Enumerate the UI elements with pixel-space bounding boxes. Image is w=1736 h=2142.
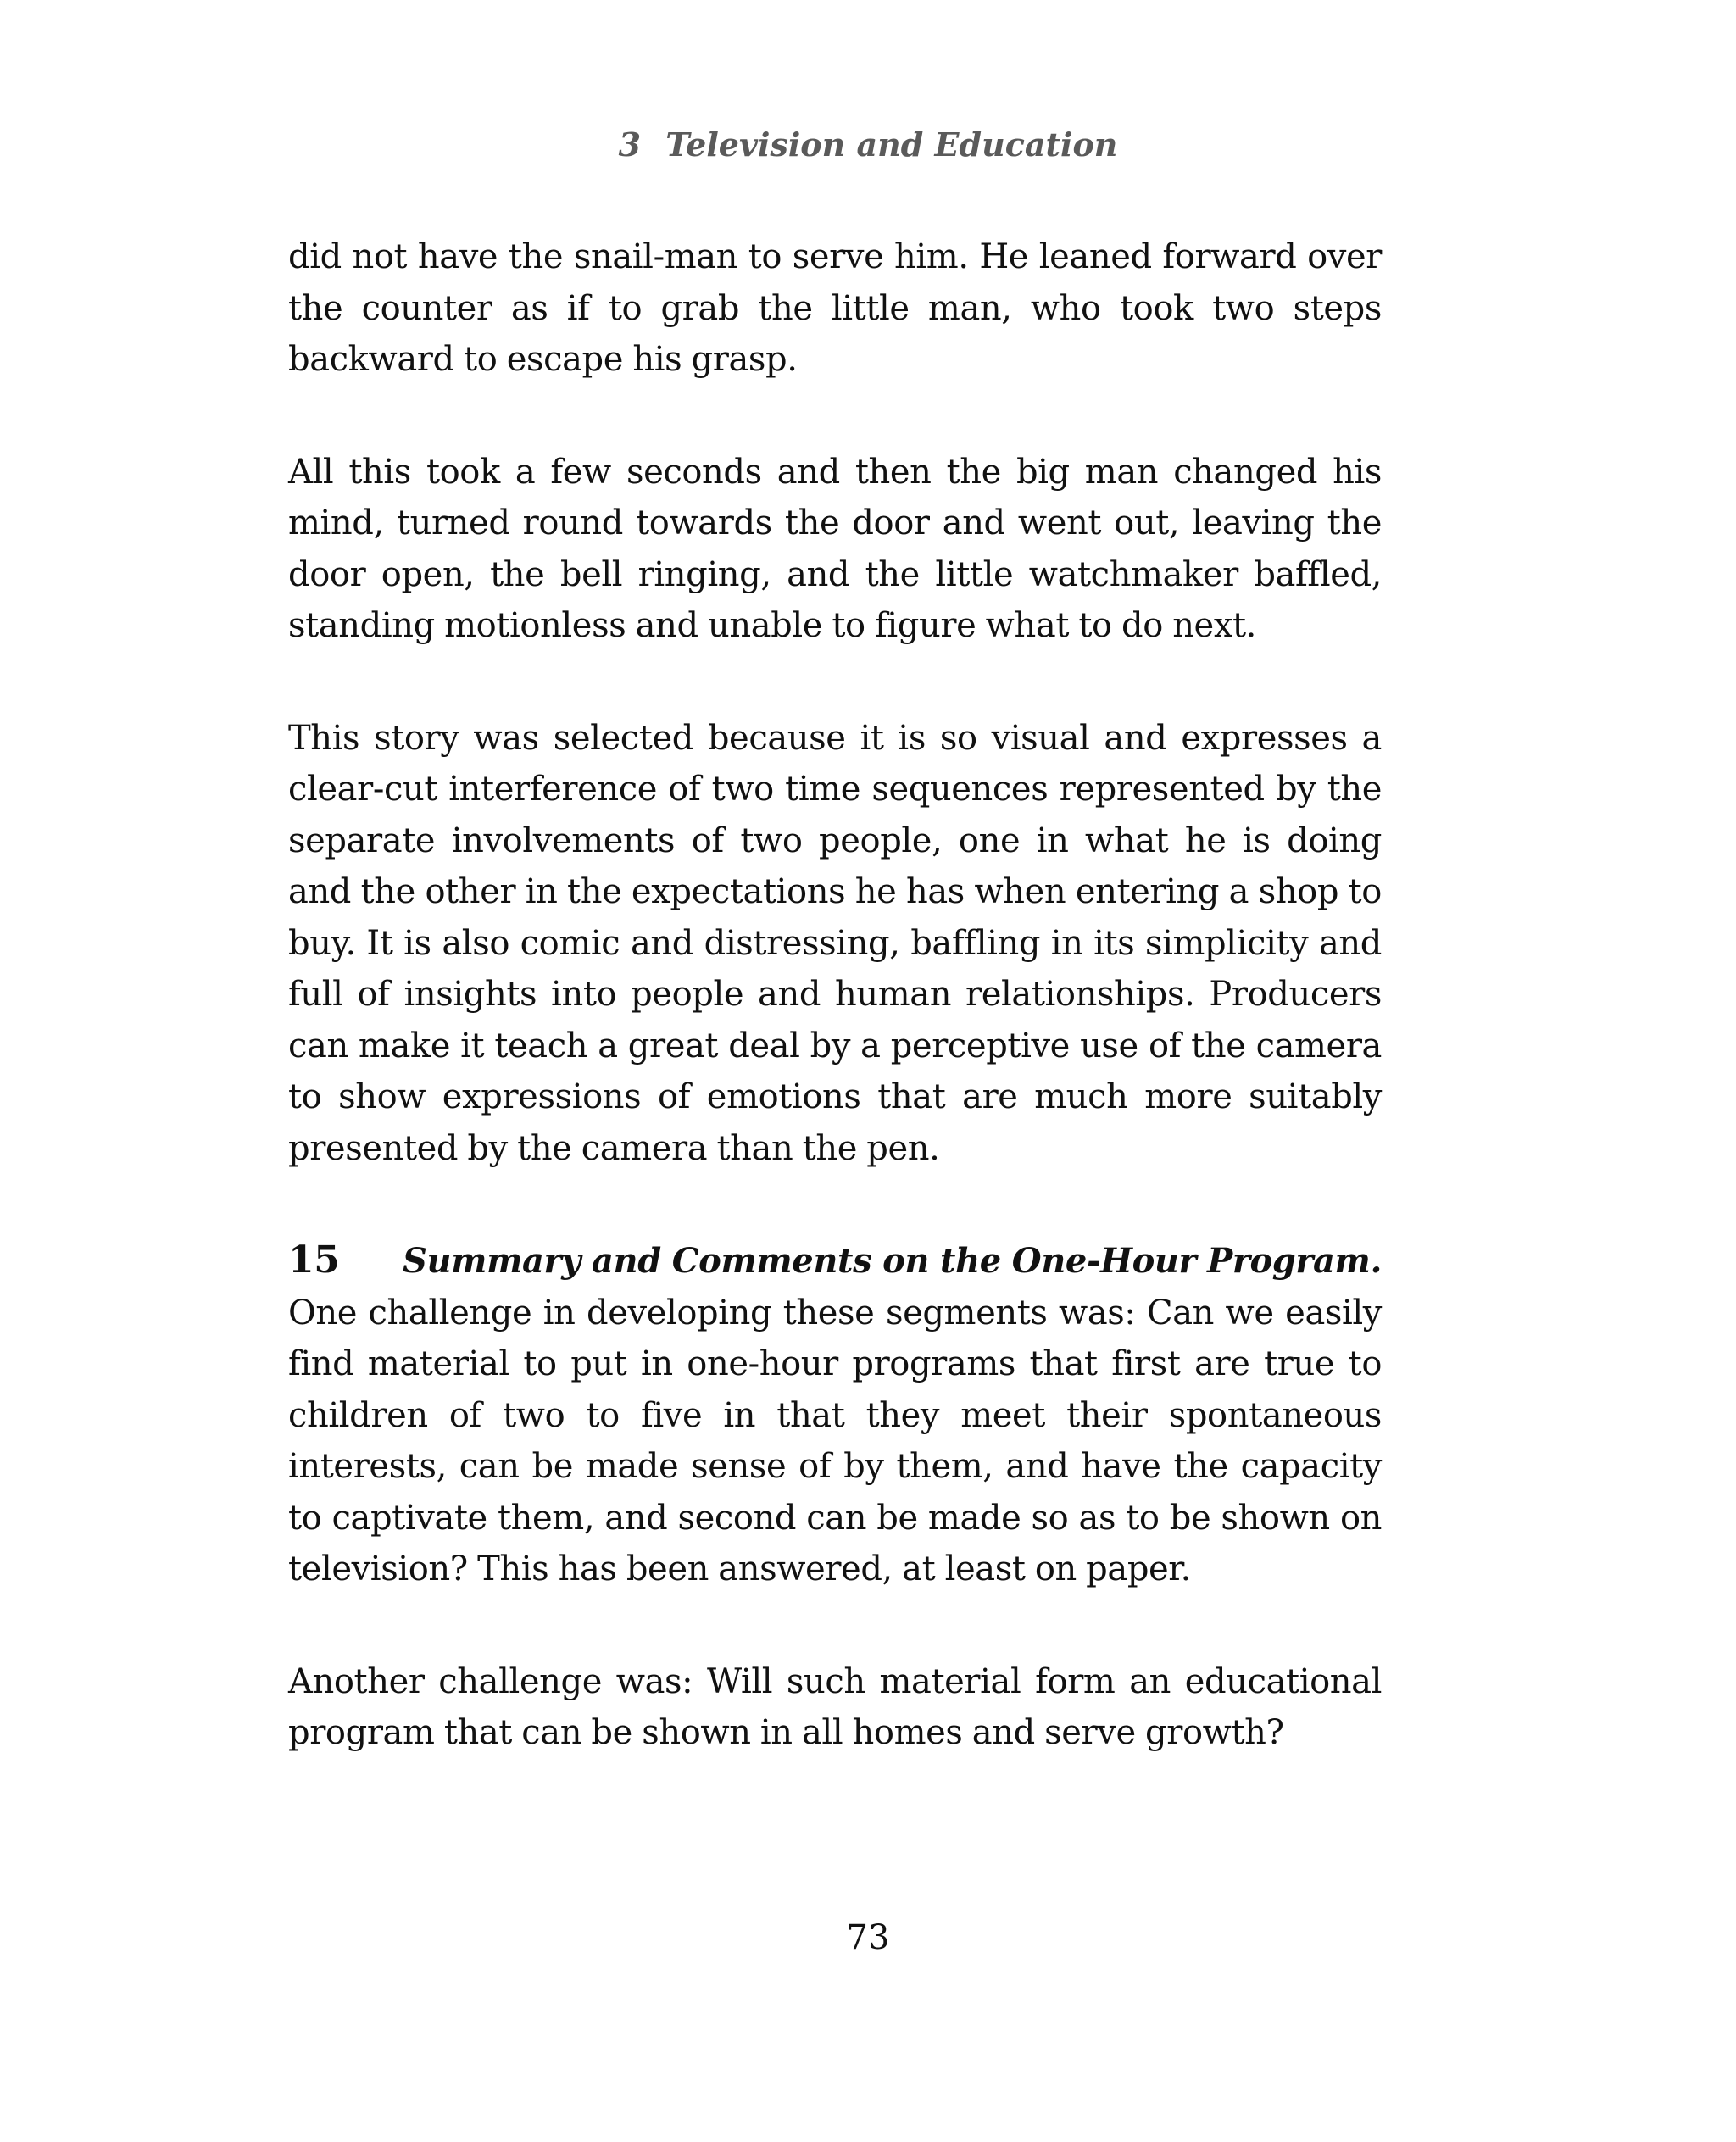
paragraph-1: did not have the snail-man to serve him. He leaned forward over the counter as if to grab the little man, who took two steps backward to escape his grasp. (288, 237, 1382, 379)
body-text (288, 231, 1382, 1820)
chapter-title: Television and Education (665, 125, 1118, 164)
running-header (0, 124, 1736, 166)
paragraph-3: This story was selected because it is so visual and expresses a clear-cut interference of two time sequences represented by the separate involvements of two people, one in what he is doing and the other in the expectations he has when entering a shop to buy. It is also comic and distressing, baffling in its simplicity and full of insights into people and human relationships. Producers can make it teach a great deal by a perceptive use of the camera to show expressions of emotions that are much more suitably presented by the camera than the pen. (288, 718, 1382, 1168)
section-paragraph (288, 1235, 1382, 1595)
section-body: One challenge in developing these segments was: Can we easily find material to put in one-hour programs that first are true to children of two to five in that they meet their spontaneous interests, can be made sense of by them, and have the capacity to captivate them, and second can be made so as to be shown on television? This has been answered, at least on paper. (288, 1293, 1382, 1588)
page-number: 73 (846, 1918, 890, 1957)
section-title: Summary and Comments on the One-Hour Program. (403, 1241, 1382, 1281)
chapter-number: 3 (618, 125, 642, 164)
section-number: 15 (288, 1238, 340, 1282)
closing-paragraph: Another challenge was: Will such material form an educational program that can be shown in all homes and serve growth? (288, 1661, 1382, 1752)
paragraph-2: All this took a few seconds and then the big man changed his mind, turned round towards the door and went out, leaving the door open, the bell ringing, and the little watchmaker baffled, standing motionless and unable to figure what to do next. (288, 452, 1382, 645)
